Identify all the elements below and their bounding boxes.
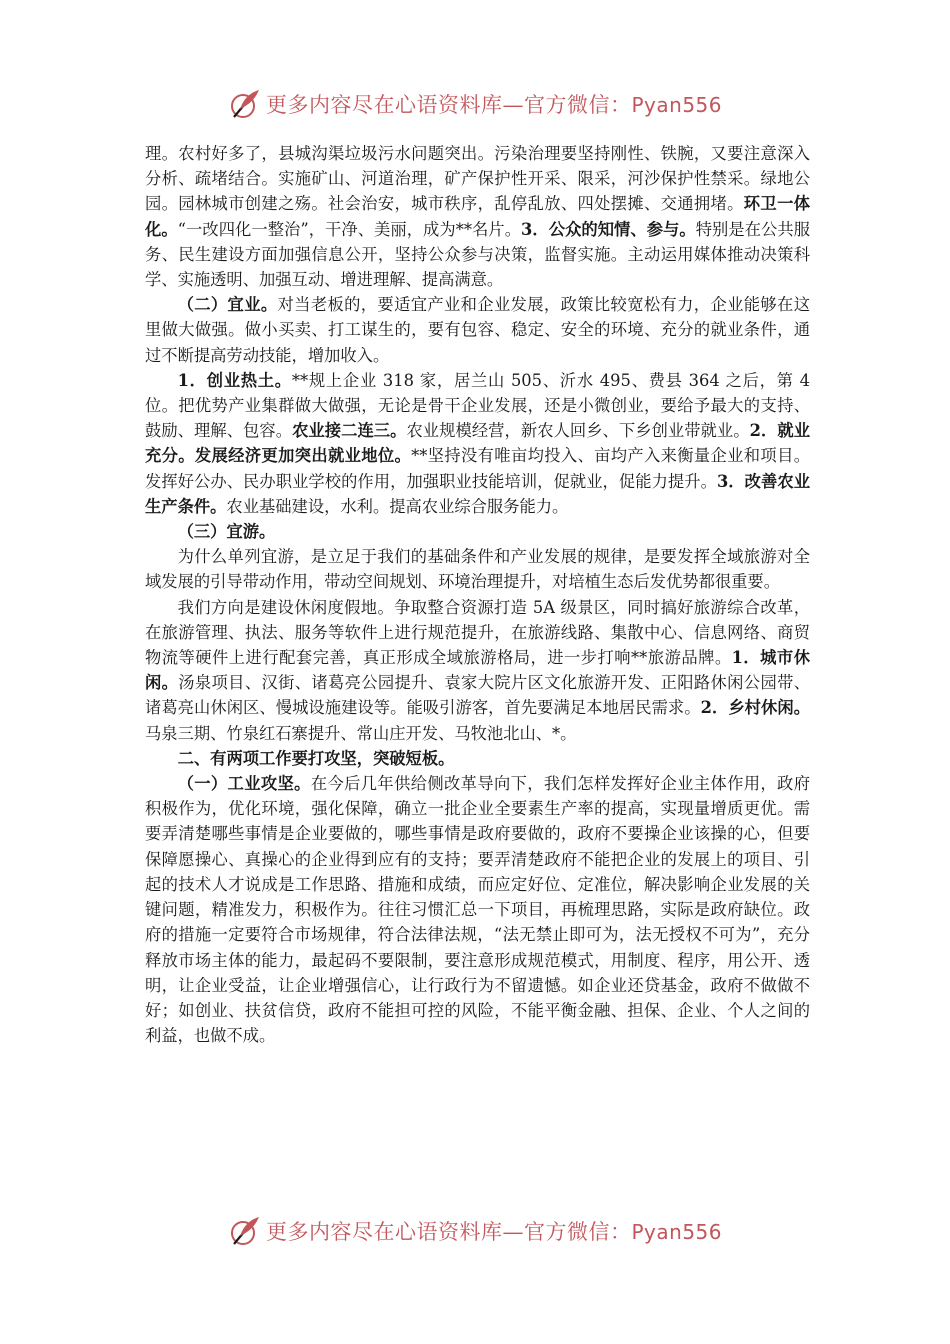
body-text: 农业基础建设，水利。提高农业综合服务能力。	[226, 496, 569, 516]
paragraph	[145, 368, 810, 519]
bold-heading-text: 3．公众的知情、参与。	[521, 219, 696, 239]
bold-heading-text: 2．乡村休闲。	[700, 698, 810, 718]
body-text: 马泉三期、竹泉红石寨提升、常山庄开发、马牧池北山、*。	[145, 723, 577, 743]
body-text: 汤泉项目、汉街、诸葛亮公园提升、袁家大院片区文化旅游开发、正阳路休闲公园带、诸葛亮山休闲区、慢城设施建设等。能吸引游客，首先要满足本地居民需求。	[145, 673, 810, 718]
body-text: **规上企业 318 家，居兰山 505、沂水 495、费县 364 之后，第 4 位。把优势产业集群做大做强，无论是骨干企业发展，还是小微创业，要给予最大的支持、鼓励、理解、包容。	[145, 370, 810, 441]
paragraph	[145, 746, 810, 771]
bold-heading-text: 1．创业热土。	[177, 370, 292, 390]
bold-heading-text: 二、有两项工作要打攻坚，突破短板。	[177, 748, 455, 768]
body-text: 对当老板的，要适宜产业和企业发展，政策比较宽松有力，企业能够在这里做大做强。做小买卖、打工谋生的，要有包容、稳定、安全的环境、充分的就业条件，通过不断提高劳动技能，增加收入。	[145, 295, 810, 365]
footer-watermark-banner	[0, 1211, 950, 1251]
quill-logo-icon	[228, 87, 262, 121]
body-text: “一改四化一整治”，干净、美丽，成为**名片。	[177, 219, 522, 239]
document-body	[145, 141, 810, 1048]
bold-heading-text: （二）宜业。	[177, 295, 278, 315]
body-text: 特别是在公共服务、民生建设方面加强信息公开，坚持公众参与决策，监督实施。主动运用媒体推动决策科学、实施透明、加强互动、增进理解、提高满意。	[145, 219, 810, 290]
paragraph	[145, 544, 810, 594]
body-text: **坚持没有唯亩均投入、亩均产入来衡量企业和项目。发挥好公办、民办职业学校的作用，加强职业技能培训，促就业，促能力提升。	[145, 446, 810, 491]
bold-heading-text: 2．就业充分。发展经济更加突出就业地位。	[145, 421, 810, 466]
paragraph	[145, 519, 810, 544]
bold-heading-text: （三）宜游。	[177, 522, 276, 542]
body-text: 在今后几年供给侧改革导向下，我们怎样发挥好企业主体作用，政府积极作为，优化环境，强化保障，确立一批企业全要素生产率的提高，实现量增质更优。需要弄清楚哪些事情是企业要做的，哪些事情是政府要做的，政府不要操企业该操的心，但要保障愿操心、真操心的企业得到应有的支持；要弄清楚政府不能把企业的发展上的项目、引起的技术人才说成是工作思路、措施和成绩，而应定好位、定准位，解决影响企业发展的关键问题，精准发力，积极作为。往往习惯汇总一下项目，再梳理思路，实际是政府缺位。政府的措施一定要符合市场规律，符合法律法规，“法无禁止即可为，法无授权不可为”，充分释放市场主体的能力，最起码不要限制，要注意形成规范模式，用制度、程序，用公开、透明，让企业受益，让企业增强信心，让行政行为不留遗憾。如企业还贷基金，政府不做做不好；如创业、扶贫信贷，政府不能担可控的风险，不能平衡金融、担保、企业、个人之间的利益，也做不成。	[145, 774, 810, 1046]
bold-heading-text: 3．改善农业生产条件。	[145, 471, 810, 516]
bold-heading-text: 1．城市休闲。	[145, 648, 810, 693]
paragraph	[145, 595, 810, 746]
bold-heading-text: 环卫一体化。	[145, 194, 810, 239]
quill-logo-icon	[228, 1214, 262, 1248]
paragraph	[145, 292, 810, 368]
body-text: 为什么单列宜游，是立足于我们的基础条件和产业发展的规律，是要发挥全域旅游对全域发展的引导带动作用，带动空间规划、环境治理提升，对培植生态后发优势都很重要。	[145, 547, 810, 592]
banner-text: 更多内容尽在心语资料库—官方微信：Pyan556	[265, 1220, 722, 1244]
header-watermark-banner	[0, 84, 950, 124]
body-text: 农业规模经营，新农人回乡、下乡创业带就业。	[406, 421, 750, 441]
body-text: 我们方向是建设休闲度假地。争取整合资源打造 5A 级景区，同时搞好旅游综合改革，在旅游管理、执法、服务等软件上进行规范提升，在旅游线路、集散中心、信息网络、商贸物流等硬件上进行配套完善，真正形成全域旅游格局，进一步打响**旅游品牌。	[145, 597, 810, 668]
paragraph	[145, 141, 810, 292]
bold-heading-text: 农业接二连三。	[292, 421, 407, 441]
body-text: 理。农村好多了，县城沟渠垃圾污水问题突出。污染治理要坚持刚性、铁腕，又要注意深入分析、疏堵结合。实施矿山、河道治理，矿产保护性开采、限采，河沙保护性禁采。绿地公园。园林城市创建之殇。社会治安，城市秩序，乱停乱放、四处摆摊、交通拥堵。	[145, 144, 810, 214]
banner-text: 更多内容尽在心语资料库—官方微信：Pyan556	[265, 93, 722, 117]
bold-heading-text: （一）工业攻坚。	[177, 774, 311, 794]
paragraph	[145, 771, 810, 1048]
